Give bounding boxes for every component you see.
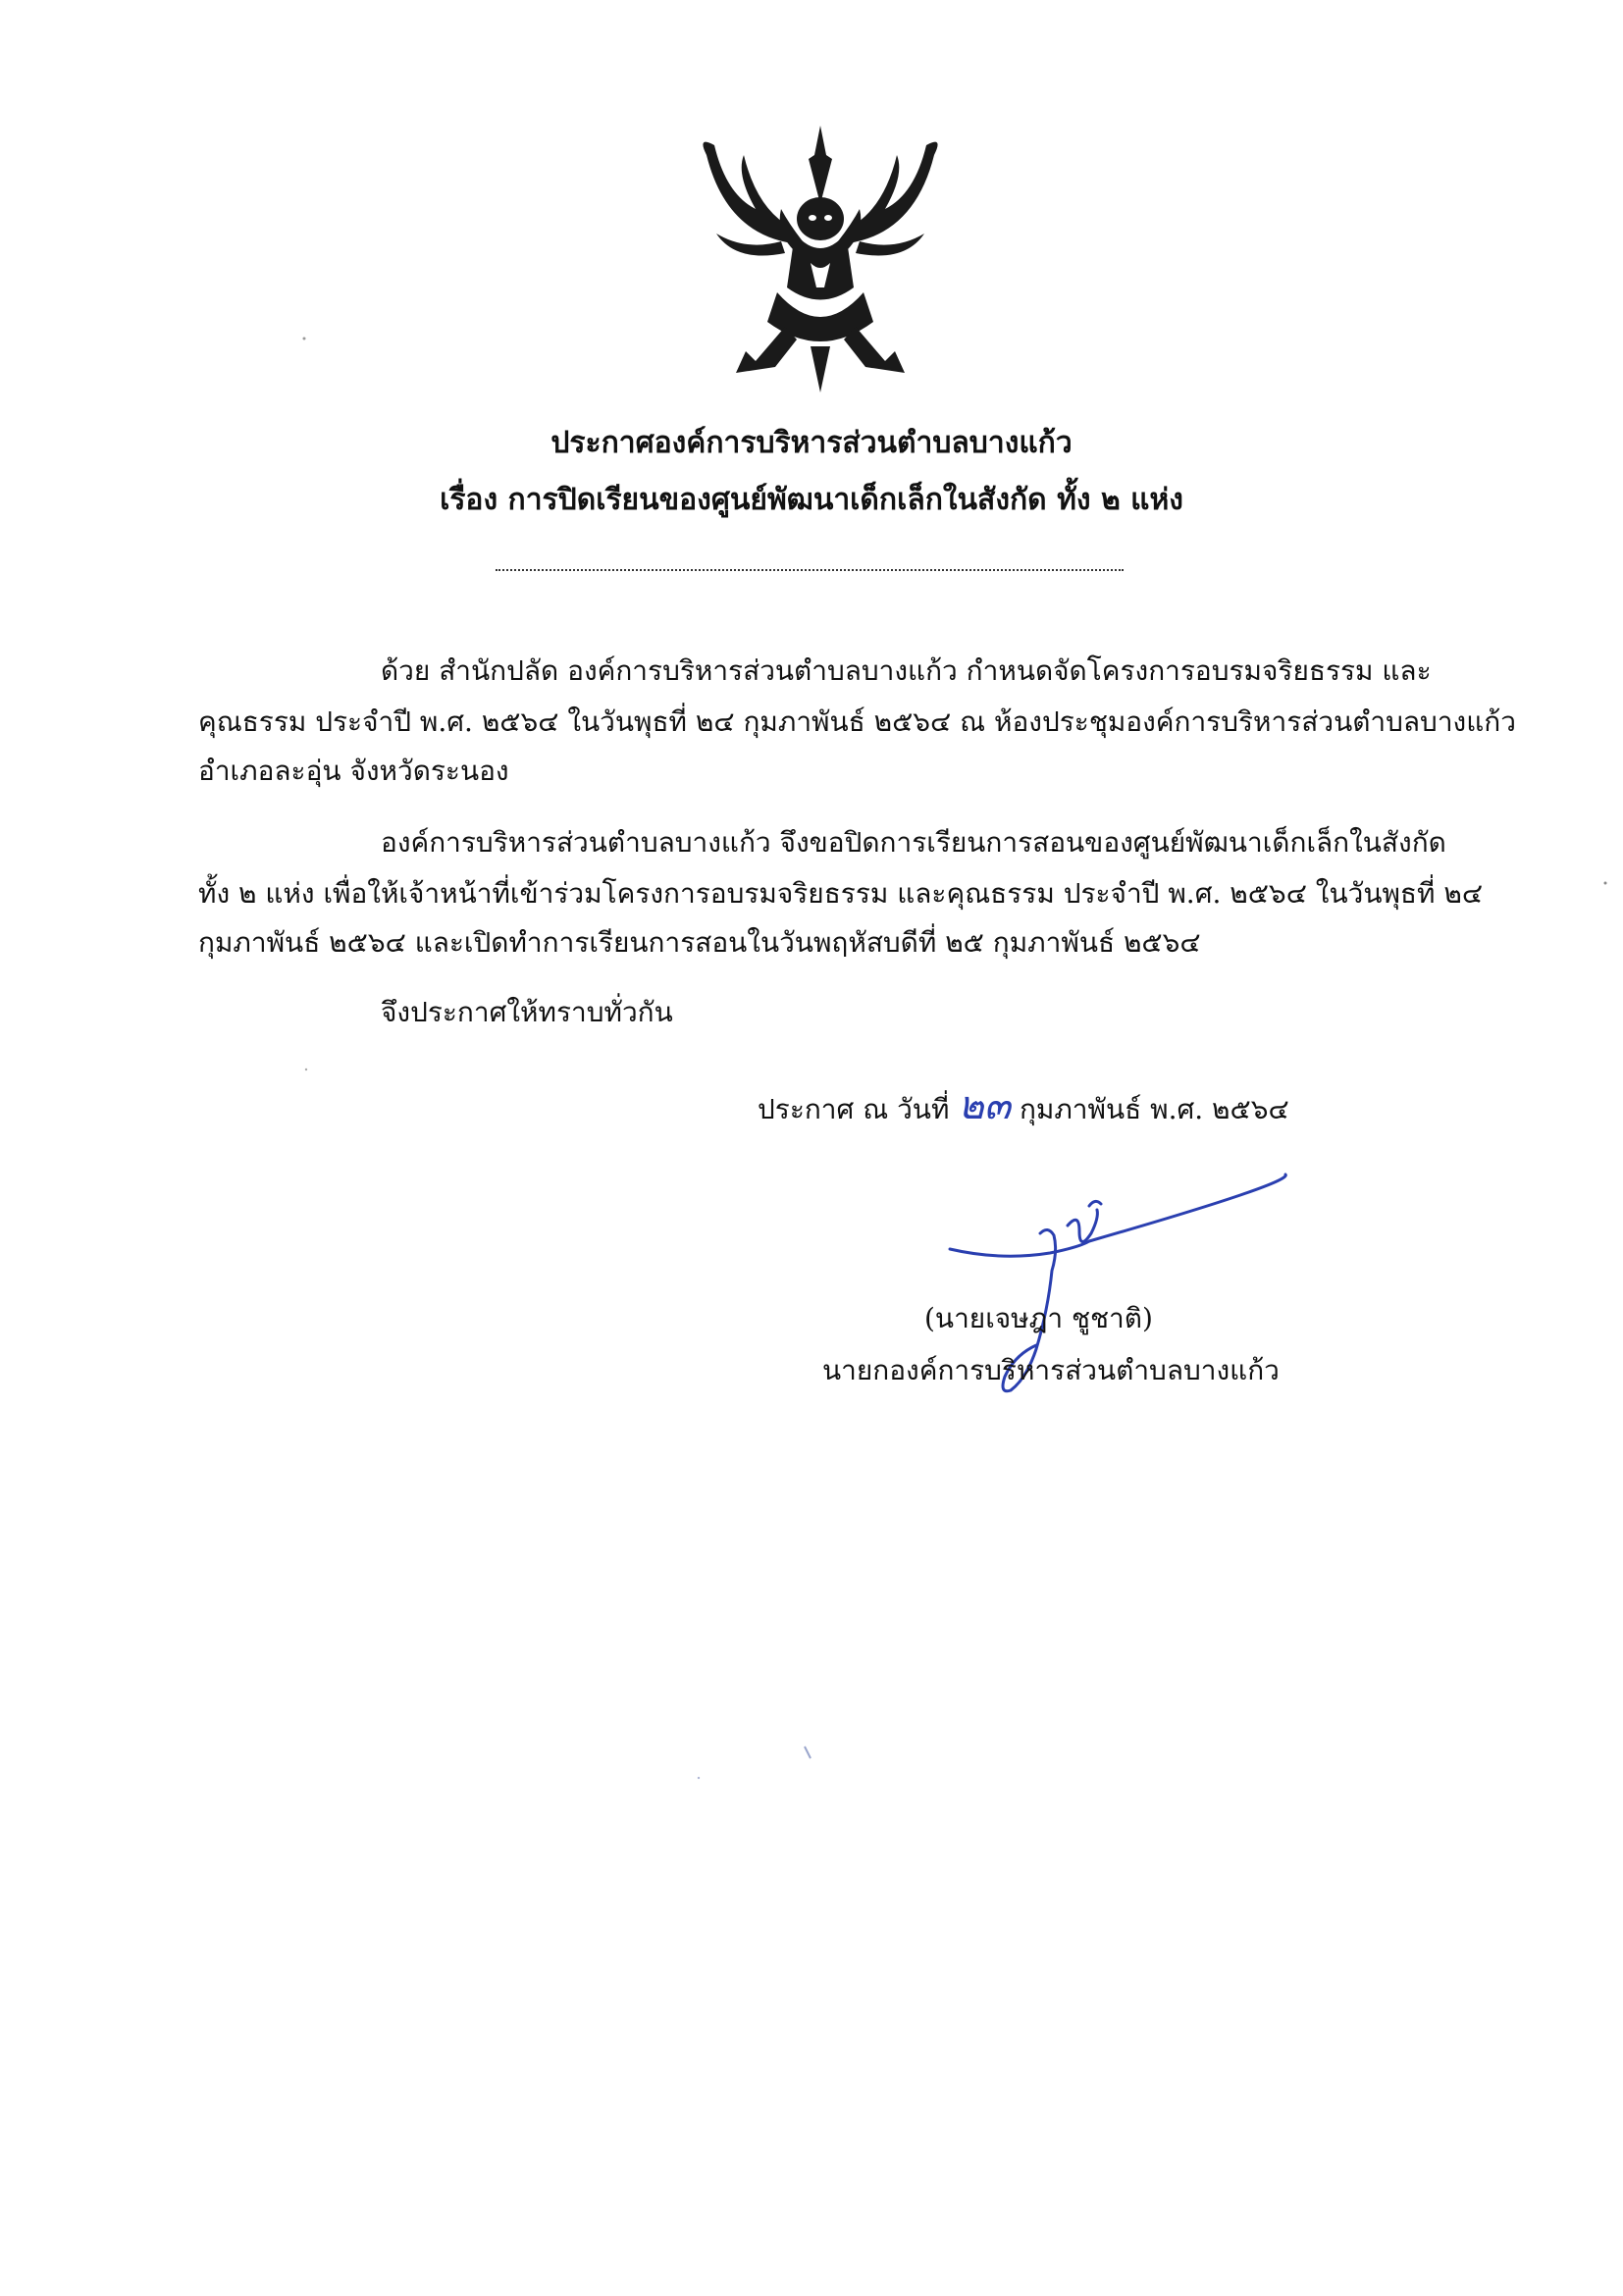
announcement-title: ประกาศองค์การบริหารส่วนตำบลบางแก้ว bbox=[550, 426, 1073, 460]
garuda-emblem-icon bbox=[687, 116, 954, 392]
announcement-date bbox=[758, 1083, 1289, 1128]
closing-statement: จึงประกาศให้ทราบทั่วกัน bbox=[381, 996, 673, 1028]
signatory-position: นายกองค์การบริหารส่วนตำบลบางแก้ว bbox=[822, 1354, 1280, 1386]
signatory-name: (นายเจษฎา ชูชาติ) bbox=[924, 1302, 1153, 1334]
date-prefix: ประกาศ ณ วันที่ bbox=[758, 1093, 950, 1125]
paragraph-2-line-3: กุมภาพันธ์ ๒๕๖๔ และเปิดทำการเรียนการสอนในวันพฤหัสบดีที่ ๒๕ กุมภาพันธ์ ๒๕๖๔ bbox=[198, 926, 1201, 959]
announcement-subject: เรื่อง การปิดเรียนของศูนย์พัฒนาเด็กเล็กในสังกัด ทั้ง ๒ แห่ง bbox=[440, 483, 1183, 517]
handwritten-day: ๒๓ bbox=[958, 1083, 1012, 1128]
paragraph-1-line-3: อำเภอละอุ่น จังหวัดระนอง bbox=[198, 755, 509, 787]
title-divider bbox=[496, 569, 1124, 571]
paragraph-2-line-1: องค์การบริหารส่วนตำบลบางแก้ว จึงขอปิดการเรียนการสอนของศูนย์พัฒนาเด็กเล็กในสังกัด bbox=[381, 826, 1446, 859]
paragraph-2-line-2: ทั้ง ๒ แห่ง เพื่อให้เจ้าหน้าที่เข้าร่วมโครงการอบรมจริยธรรม และคุณธรรม ประจำปี พ.ศ. ๒๕๖๔ ในวันพุธที่ ๒๔ bbox=[198, 877, 1484, 910]
paragraph-1-line-2: คุณธรรม ประจำปี พ.ศ. ๒๕๖๔ ในวันพุธที่ ๒๔ กุมภาพันธ์ ๒๕๖๔ ณ ห้องประชุมองค์การบริหารส่วนตำบลบางแก้ว bbox=[198, 705, 1516, 738]
date-suffix: กุมภาพันธ์ พ.ศ. ๒๕๖๔ bbox=[1019, 1093, 1289, 1125]
paragraph-1-line-1: ด้วย สำนักปลัด องค์การบริหารส่วนตำบลบางแก้ว กำหนดจัดโครงการอบรมจริยธรรม และ bbox=[381, 654, 1432, 687]
